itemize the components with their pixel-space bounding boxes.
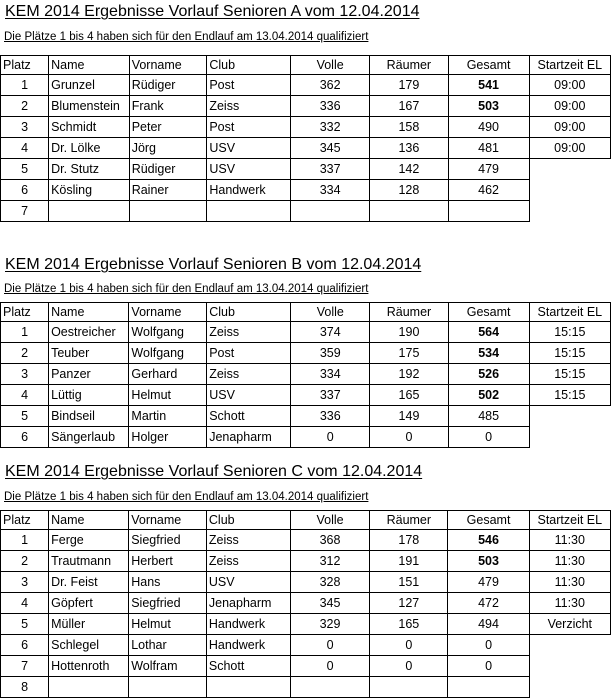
table-row bbox=[1, 96, 611, 117]
cell-raeumer: 192 bbox=[370, 364, 448, 385]
cell-name: Blumenstein bbox=[49, 96, 130, 117]
cell-club: Schott bbox=[207, 406, 291, 427]
cell-gesamt: 534 bbox=[448, 343, 529, 364]
cell-club: Zeiss bbox=[207, 96, 291, 117]
cell-name: Kösling bbox=[49, 180, 130, 201]
results-table-a bbox=[0, 55, 611, 222]
cell-start: Verzicht bbox=[529, 614, 610, 635]
column-header-volle: Volle bbox=[290, 511, 369, 530]
cell-start: 09:00 bbox=[529, 138, 610, 159]
cell-vorname: Frank bbox=[129, 96, 207, 117]
cell-gesamt: 546 bbox=[448, 530, 529, 551]
cell-start: 09:00 bbox=[529, 75, 610, 96]
cell-volle bbox=[290, 677, 369, 698]
cell-vorname: Rüdiger bbox=[129, 75, 207, 96]
cell-volle: 374 bbox=[291, 322, 370, 343]
cell-start bbox=[529, 159, 610, 180]
cell-start: 15:15 bbox=[529, 364, 610, 385]
cell-platz: 5 bbox=[1, 406, 49, 427]
cell-start: 09:00 bbox=[529, 96, 610, 117]
column-header-platz: Platz bbox=[1, 511, 49, 530]
cell-start: 11:30 bbox=[529, 572, 610, 593]
cell-gesamt: 564 bbox=[448, 322, 529, 343]
table-row bbox=[1, 572, 611, 593]
cell-platz: 2 bbox=[1, 551, 49, 572]
cell-start: 15:15 bbox=[529, 343, 610, 364]
cell-club: Post bbox=[207, 117, 291, 138]
cell-vorname: Siegfried bbox=[129, 593, 207, 614]
cell-vorname: Rainer bbox=[129, 180, 207, 201]
cell-name bbox=[49, 201, 130, 222]
cell-name: Göpfert bbox=[49, 593, 129, 614]
cell-raeumer: 142 bbox=[370, 159, 448, 180]
column-header-raeumer: Räumer bbox=[370, 303, 448, 322]
column-header-platz: Platz bbox=[1, 303, 49, 322]
cell-raeumer: 158 bbox=[370, 117, 448, 138]
cell-gesamt: 481 bbox=[448, 138, 529, 159]
cell-platz: 3 bbox=[1, 364, 49, 385]
cell-volle: 368 bbox=[290, 530, 369, 551]
cell-start: 11:30 bbox=[529, 551, 610, 572]
table-row bbox=[1, 427, 611, 448]
cell-start: 11:30 bbox=[529, 530, 610, 551]
cell-name: Schmidt bbox=[49, 117, 130, 138]
cell-start: 15:15 bbox=[529, 322, 610, 343]
cell-vorname bbox=[129, 677, 207, 698]
cell-gesamt: 0 bbox=[448, 635, 529, 656]
cell-volle: 329 bbox=[290, 614, 369, 635]
cell-name: Teuber bbox=[49, 343, 129, 364]
cell-volle: 345 bbox=[290, 593, 369, 614]
column-header-club: Club bbox=[207, 56, 291, 75]
column-header-vorname: Vorname bbox=[129, 56, 207, 75]
cell-start bbox=[529, 427, 610, 448]
cell-platz: 4 bbox=[1, 138, 49, 159]
cell-raeumer: 175 bbox=[370, 343, 448, 364]
cell-volle: 337 bbox=[291, 159, 370, 180]
cell-club: Schott bbox=[206, 656, 290, 677]
cell-raeumer: 191 bbox=[370, 551, 448, 572]
results-table-c bbox=[0, 510, 611, 698]
table-header-row bbox=[1, 303, 611, 322]
cell-gesamt: 472 bbox=[448, 593, 529, 614]
section-title-b: KEM 2014 Ergebnisse Vorlauf Senioren B vom 12.04.2014 bbox=[5, 256, 422, 273]
cell-vorname: Helmut bbox=[129, 385, 207, 406]
column-header-name: Name bbox=[49, 511, 129, 530]
table-row bbox=[1, 201, 611, 222]
cell-platz: 2 bbox=[1, 96, 49, 117]
cell-vorname: Wolfgang bbox=[129, 322, 207, 343]
cell-start bbox=[529, 677, 610, 698]
cell-vorname: Gerhard bbox=[129, 364, 207, 385]
cell-club: USV bbox=[207, 138, 291, 159]
table-header-row bbox=[1, 56, 611, 75]
table-row bbox=[1, 406, 611, 427]
table-row bbox=[1, 385, 611, 406]
cell-club: Post bbox=[207, 343, 291, 364]
table-row bbox=[1, 117, 611, 138]
cell-name bbox=[49, 677, 129, 698]
cell-gesamt: 490 bbox=[448, 117, 529, 138]
cell-vorname bbox=[129, 201, 207, 222]
table-row bbox=[1, 138, 611, 159]
cell-raeumer: 149 bbox=[370, 406, 448, 427]
column-header-club: Club bbox=[206, 511, 290, 530]
column-header-start: Startzeit EL bbox=[529, 303, 610, 322]
cell-gesamt: 462 bbox=[448, 180, 529, 201]
column-header-gesamt: Gesamt bbox=[448, 511, 529, 530]
cell-start bbox=[529, 635, 610, 656]
cell-raeumer: 0 bbox=[370, 427, 448, 448]
cell-name: Dr. Feist bbox=[49, 572, 129, 593]
table-row bbox=[1, 75, 611, 96]
cell-volle: 0 bbox=[290, 656, 369, 677]
cell-club: Handwerk bbox=[206, 635, 290, 656]
column-header-start: Startzeit EL bbox=[529, 511, 610, 530]
column-header-volle: Volle bbox=[291, 303, 370, 322]
cell-volle: 328 bbox=[290, 572, 369, 593]
cell-vorname: Peter bbox=[129, 117, 207, 138]
table-row bbox=[1, 364, 611, 385]
cell-gesamt: 479 bbox=[448, 572, 529, 593]
cell-gesamt: 485 bbox=[448, 406, 529, 427]
cell-raeumer: 127 bbox=[370, 593, 448, 614]
cell-volle: 312 bbox=[290, 551, 369, 572]
cell-volle: 0 bbox=[291, 427, 370, 448]
cell-raeumer bbox=[370, 677, 448, 698]
section-title-c: KEM 2014 Ergebnisse Vorlauf Senioren C vom 12.04.2014 bbox=[5, 463, 423, 480]
cell-gesamt bbox=[448, 677, 529, 698]
cell-club: Jenapharm bbox=[206, 593, 290, 614]
cell-vorname: Wolfgang bbox=[129, 343, 207, 364]
cell-club: Zeiss bbox=[206, 551, 290, 572]
section-title-a: KEM 2014 Ergebnisse Vorlauf Senioren A vom 12.04.2014 bbox=[5, 3, 420, 20]
column-header-club: Club bbox=[207, 303, 291, 322]
column-header-gesamt: Gesamt bbox=[448, 56, 529, 75]
cell-raeumer: 0 bbox=[370, 635, 448, 656]
cell-start: 09:00 bbox=[529, 117, 610, 138]
cell-name: Bindseil bbox=[49, 406, 129, 427]
cell-club: USV bbox=[207, 159, 291, 180]
cell-gesamt: 0 bbox=[448, 656, 529, 677]
cell-raeumer: 128 bbox=[370, 180, 448, 201]
cell-platz: 7 bbox=[1, 656, 49, 677]
cell-vorname: Siegfried bbox=[129, 530, 207, 551]
cell-vorname: Martin bbox=[129, 406, 207, 427]
cell-start bbox=[529, 406, 610, 427]
section-subtitle-a: Die Plätze 1 bis 4 haben sich für den Endlauf am 13.04.2014 qualifiziert bbox=[4, 31, 369, 43]
cell-start: 11:30 bbox=[529, 593, 610, 614]
cell-vorname: Lothar bbox=[129, 635, 207, 656]
table-row bbox=[1, 322, 611, 343]
cell-vorname: Jörg bbox=[129, 138, 207, 159]
table-row bbox=[1, 656, 611, 677]
cell-vorname: Hans bbox=[129, 572, 207, 593]
cell-gesamt: 503 bbox=[448, 551, 529, 572]
cell-name: Trautmann bbox=[49, 551, 129, 572]
cell-name: Panzer bbox=[49, 364, 129, 385]
column-header-gesamt: Gesamt bbox=[448, 303, 529, 322]
cell-vorname: Holger bbox=[129, 427, 207, 448]
cell-club: USV bbox=[206, 572, 290, 593]
cell-platz: 8 bbox=[1, 677, 49, 698]
cell-platz: 2 bbox=[1, 343, 49, 364]
cell-gesamt: 479 bbox=[448, 159, 529, 180]
cell-vorname: Herbert bbox=[129, 551, 207, 572]
cell-raeumer: 167 bbox=[370, 96, 448, 117]
cell-platz: 6 bbox=[1, 427, 49, 448]
cell-volle: 334 bbox=[291, 180, 370, 201]
cell-raeumer: 178 bbox=[370, 530, 448, 551]
cell-club: Zeiss bbox=[207, 322, 291, 343]
cell-club: Zeiss bbox=[206, 530, 290, 551]
cell-name: Sängerlaub bbox=[49, 427, 129, 448]
column-header-platz: Platz bbox=[1, 56, 49, 75]
cell-name: Hottenroth bbox=[49, 656, 129, 677]
cell-raeumer: 151 bbox=[370, 572, 448, 593]
cell-volle bbox=[291, 201, 370, 222]
cell-platz: 4 bbox=[1, 593, 49, 614]
cell-vorname: Rüdiger bbox=[129, 159, 207, 180]
cell-start bbox=[529, 180, 610, 201]
column-header-raeumer: Räumer bbox=[370, 56, 448, 75]
column-header-name: Name bbox=[49, 303, 129, 322]
cell-start: 15:15 bbox=[529, 385, 610, 406]
cell-platz: 7 bbox=[1, 201, 49, 222]
cell-raeumer: 0 bbox=[370, 656, 448, 677]
column-header-raeumer: Räumer bbox=[370, 511, 448, 530]
cell-club: Post bbox=[207, 75, 291, 96]
cell-name: Dr. Stutz bbox=[49, 159, 130, 180]
column-header-volle: Volle bbox=[291, 56, 370, 75]
cell-start bbox=[529, 201, 610, 222]
cell-platz: 6 bbox=[1, 180, 49, 201]
table-row bbox=[1, 159, 611, 180]
cell-name: Lüttig bbox=[49, 385, 129, 406]
cell-name: Dr. Lölke bbox=[49, 138, 130, 159]
cell-volle: 0 bbox=[290, 635, 369, 656]
cell-gesamt: 502 bbox=[448, 385, 529, 406]
cell-platz: 4 bbox=[1, 385, 49, 406]
table-row bbox=[1, 593, 611, 614]
cell-club: USV bbox=[207, 385, 291, 406]
cell-name: Müller bbox=[49, 614, 129, 635]
cell-platz: 3 bbox=[1, 572, 49, 593]
cell-start bbox=[529, 656, 610, 677]
column-header-vorname: Vorname bbox=[129, 303, 207, 322]
cell-gesamt bbox=[448, 201, 529, 222]
cell-platz: 6 bbox=[1, 635, 49, 656]
cell-platz: 1 bbox=[1, 322, 49, 343]
cell-raeumer: 179 bbox=[370, 75, 448, 96]
cell-gesamt: 526 bbox=[448, 364, 529, 385]
cell-club: Zeiss bbox=[207, 364, 291, 385]
cell-vorname: Wolfram bbox=[129, 656, 207, 677]
cell-name: Grunzel bbox=[49, 75, 130, 96]
cell-raeumer: 190 bbox=[370, 322, 448, 343]
cell-club: Jenapharm bbox=[207, 427, 291, 448]
cell-volle: 336 bbox=[291, 406, 370, 427]
column-header-start: Startzeit EL bbox=[529, 56, 610, 75]
cell-club: Handwerk bbox=[206, 614, 290, 635]
cell-gesamt: 0 bbox=[448, 427, 529, 448]
cell-gesamt: 494 bbox=[448, 614, 529, 635]
cell-platz: 1 bbox=[1, 530, 49, 551]
table-row bbox=[1, 551, 611, 572]
cell-name: Ferge bbox=[49, 530, 129, 551]
cell-platz: 5 bbox=[1, 614, 49, 635]
column-header-vorname: Vorname bbox=[129, 511, 207, 530]
cell-raeumer: 165 bbox=[370, 614, 448, 635]
cell-volle: 332 bbox=[291, 117, 370, 138]
column-header-name: Name bbox=[49, 56, 130, 75]
cell-gesamt: 503 bbox=[448, 96, 529, 117]
cell-club bbox=[206, 677, 290, 698]
cell-name: Oestreicher bbox=[49, 322, 129, 343]
table-row bbox=[1, 530, 611, 551]
table-row bbox=[1, 614, 611, 635]
cell-volle: 337 bbox=[291, 385, 370, 406]
cell-club: Handwerk bbox=[207, 180, 291, 201]
cell-volle: 362 bbox=[291, 75, 370, 96]
cell-raeumer bbox=[370, 201, 448, 222]
results-table-b bbox=[0, 302, 611, 448]
cell-volle: 359 bbox=[291, 343, 370, 364]
section-subtitle-b: Die Plätze 1 bis 4 haben sich für den Endlauf am 13.04.2014 qualifiziert bbox=[4, 283, 369, 295]
cell-raeumer: 136 bbox=[370, 138, 448, 159]
cell-club bbox=[207, 201, 291, 222]
cell-platz: 1 bbox=[1, 75, 49, 96]
cell-name: Schlegel bbox=[49, 635, 129, 656]
cell-platz: 5 bbox=[1, 159, 49, 180]
cell-volle: 334 bbox=[291, 364, 370, 385]
cell-vorname: Helmut bbox=[129, 614, 207, 635]
table-row bbox=[1, 343, 611, 364]
table-header-row bbox=[1, 511, 611, 530]
section-subtitle-c: Die Plätze 1 bis 4 haben sich für den Endlauf am 13.04.2014 qualifiziert bbox=[4, 491, 369, 503]
cell-volle: 345 bbox=[291, 138, 370, 159]
table-row bbox=[1, 677, 611, 698]
cell-gesamt: 541 bbox=[448, 75, 529, 96]
cell-platz: 3 bbox=[1, 117, 49, 138]
table-row bbox=[1, 635, 611, 656]
cell-volle: 336 bbox=[291, 96, 370, 117]
cell-raeumer: 165 bbox=[370, 385, 448, 406]
table-row bbox=[1, 180, 611, 201]
